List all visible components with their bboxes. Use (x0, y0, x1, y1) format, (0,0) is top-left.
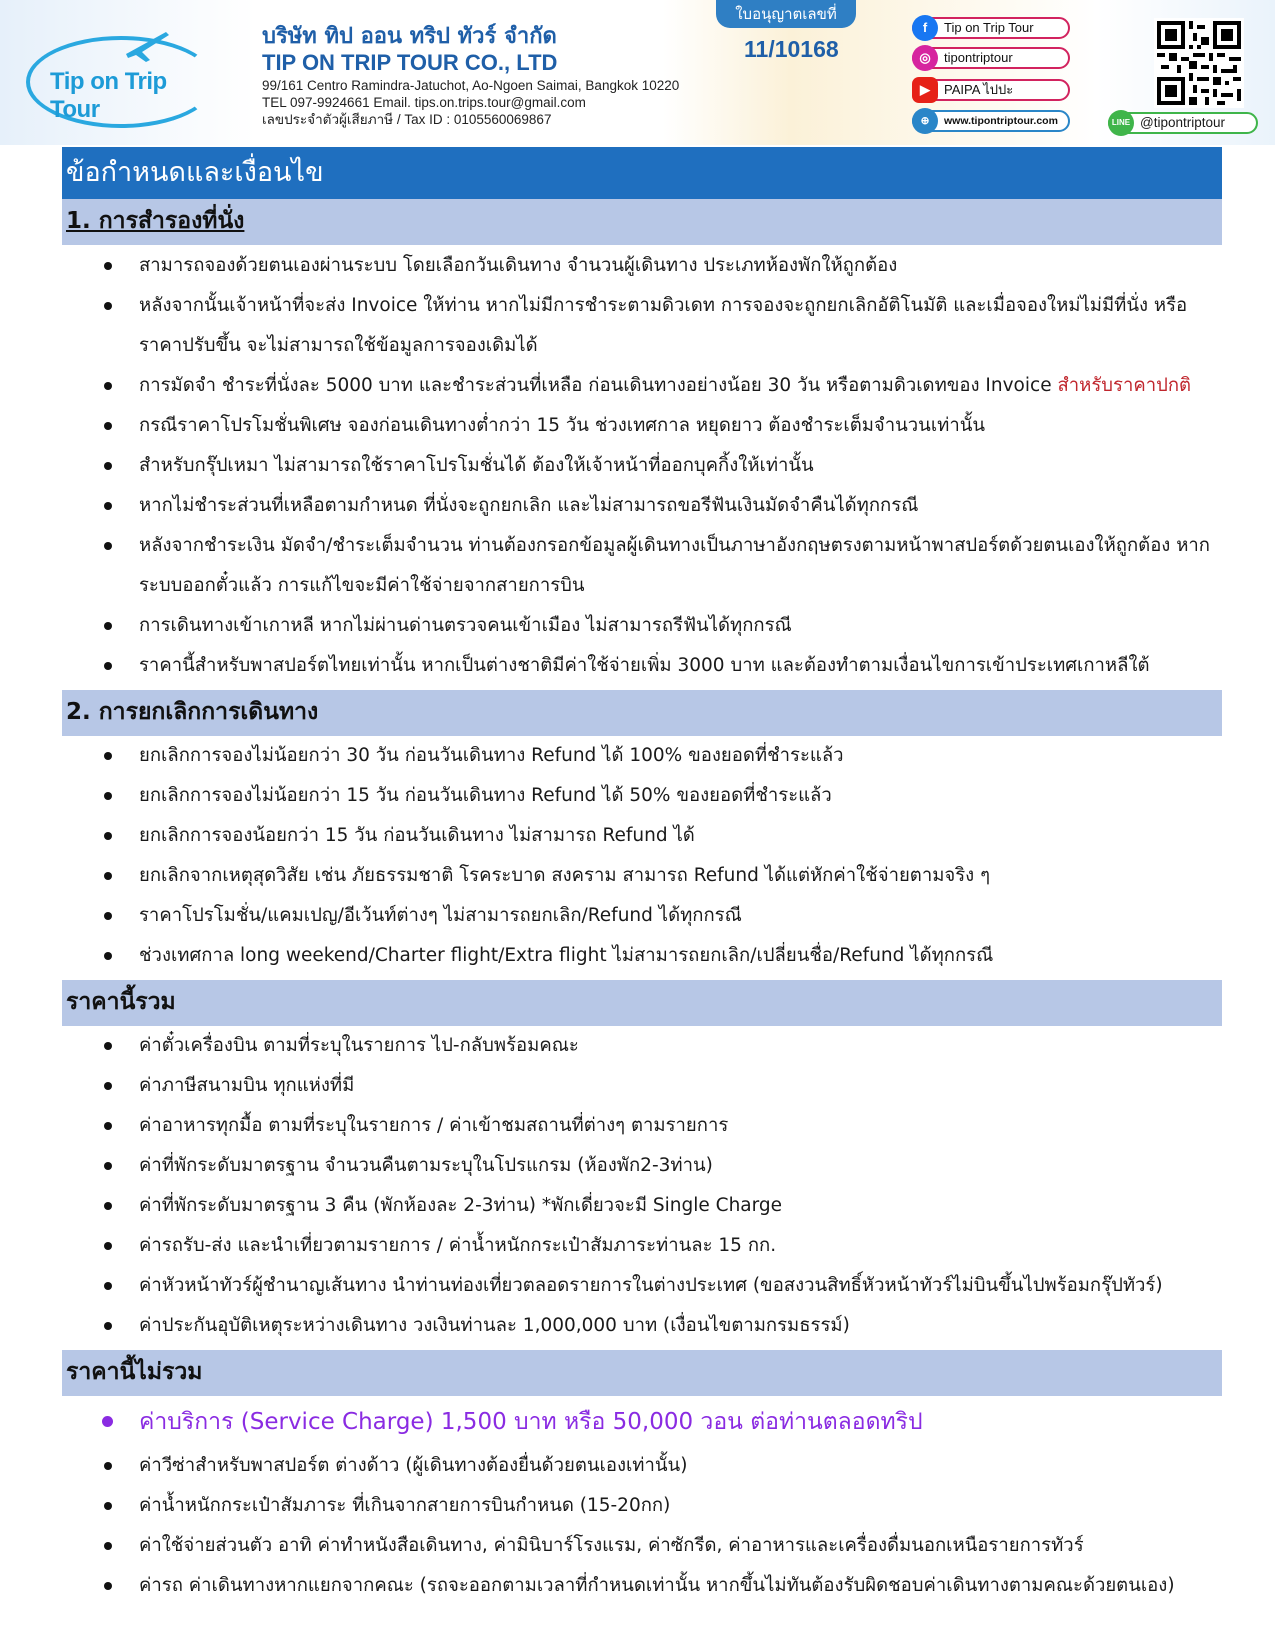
license-label: ใบอนุญาตเลขที่ (716, 0, 856, 28)
list-item: ยกเลิกการจองไม่น้อยกว่า 15 วัน ก่อนวันเดินทาง Refund ได้ 50% ของยอดที่ชำระแล้ว (62, 776, 1222, 816)
list-item: ค่าที่พักระดับมาตรฐาน จำนวนคืนตามระบุในโปรแกรม (ห้องพัก2-3ท่าน) (62, 1146, 1222, 1186)
list-item: ราคานี้สำหรับพาสปอร์ตไทยเท่านั้น หากเป็นต่างชาติมีค่าใช้จ่ายเพิ่ม 3000 บาท และต้องทำตามเงื่อนไขการเข้าประเทศเกาหลีใต้ (62, 646, 1222, 686)
list-item: หลังจากนั้นเจ้าหน้าที่จะส่ง Invoice ให้ท่าน หากไม่มีการชำระตามดิวเดท การจองจะถูกยกเลิกอัติโนมัติ และเมื่อจองใหม่ไม่มีที่นั่ง หรือราคาปรับขึ้น จะไม่สามารถใช้ข้อมูลการจองเดิมได้ (62, 286, 1222, 366)
company-tax-id: เลขประจำตัวผู้เสียภาษี / Tax ID : 0105560069867 (262, 112, 552, 127)
airplane-icon (122, 24, 172, 64)
section-header-booking (62, 199, 1222, 245)
list-item: ค่ารถ ค่าเดินทางหากแยกจากคณะ (รถจะออกตามเวลาที่กำหนดเท่านั้น หากขึ้นไม่ทันต้องรับผิดชอบค่าเดินทางตามคณะด้วยตนเอง) (62, 1566, 1222, 1606)
company-logo (22, 18, 222, 136)
list-item: ค่าใช้จ่ายส่วนตัว อาทิ ค่าทำหนังสือเดินทาง, ค่ามินิบาร์โรงแรม, ค่าซักรีด, ค่าอาหารและเครื่องดื่มนอกเหนือรายการทัวร์ (62, 1526, 1222, 1566)
youtube-label: PAIPA ไปปะ (944, 82, 1014, 97)
logo-text: Tip on Trip Tour (50, 68, 167, 123)
instagram-label: tipontriptour (944, 50, 1013, 65)
instagram-link[interactable] (912, 47, 1070, 69)
excluded-list (62, 1398, 1222, 1606)
list-item: ราคาโปรโมชั่น/แคมเปญ/อีเว้นท์ต่างๆ ไม่สามารถยกเลิก/Refund ได้ทุกกรณี (62, 896, 1222, 936)
list-item: สามารถจองด้วยตนเองผ่านระบบ โดยเลือกวันเดินทาง จำนวนผู้เดินทาง ประเภทห้องพักให้ถูกต้อง (62, 246, 1222, 286)
cancellation-list (62, 736, 1222, 976)
youtube-link[interactable] (912, 79, 1070, 101)
list-item: ค่าอาหารทุกมื้อ ตามที่ระบุในรายการ / ค่าเข้าชมสถานที่ต่างๆ ตามรายการ (62, 1106, 1222, 1146)
list-item: ช่วงเทศกาล long weekend/Charter flight/Extra flight ไม่สามารถยกเลิก/เปลี่ยนชื่อ/Refund ได้ทุกกรณี (62, 936, 1222, 976)
qr-code-icon (1154, 18, 1244, 108)
globe-icon: ⊕ (912, 108, 938, 134)
section-header-excluded (62, 1350, 1222, 1396)
website-label: www.tipontriptour.com (944, 115, 1058, 127)
list-item: ค่าประกันอุบัติเหตุระหว่างเดินทาง วงเงินท่านละ 1,000,000 บาท (เงื่อนไขตามกรมธรรม์) (62, 1306, 1222, 1346)
list-item: ยกเลิกการจองไม่น้อยกว่า 30 วัน ก่อนวันเดินทาง Refund ได้ 100% ของยอดที่ชำระแล้ว (62, 736, 1222, 776)
list-item: กรณีราคาโปรโมชั่นพิเศษ จองก่อนเดินทางต่ำกว่า 15 วัน ช่วงเทศกาล หยุดยาว ต้องชำระเต็มจำนวนเท่านั้น (62, 406, 1222, 446)
letterhead (0, 0, 1275, 145)
list-item: ค่าหัวหน้าทัวร์ผู้ชำนาญเส้นทาง นำท่านท่องเที่ยวตลอดรายการในต่างประเทศ (ขอสงวนสิทธิ์หัวหน้าทัวร์ไม่บินขึ้นไปพร้อมกรุ๊ปทัวร์) (62, 1266, 1222, 1306)
section-header-cancellation (62, 690, 1222, 736)
section-header-included (62, 980, 1222, 1026)
line-link[interactable] (1108, 112, 1258, 134)
section-title-excluded: ราคานี้ไม่รวม (66, 1359, 203, 1385)
list-item: ค่าที่พักระดับมาตรฐาน 3 คืน (พักห้องละ 2-3ท่าน) *พักเดี่ยวจะมี Single Charge (62, 1186, 1222, 1226)
list-item: ค่ารถรับ-ส่ง และนำเที่ยวตามรายการ / ค่าน้ำหนักกระเป๋าสัมภาระท่านละ 15 กก. (62, 1226, 1222, 1266)
section-title-cancellation: 2. การยกเลิกการเดินทาง (66, 699, 319, 725)
company-address: 99/161 Centro Ramindra-Jatuchot, Ao-Ngoen Saimai, Bangkok 10220 (262, 78, 680, 93)
list-item: การเดินทางเข้าเกาหลี หากไม่ผ่านด่านตรวจคนเข้าเมือง ไม่สามารถรีฟันได้ทุกกรณี (62, 606, 1222, 646)
license-number: 11/10168 (744, 36, 839, 62)
company-contact: TEL 097-9924661 Email. tips.on.trips.tour@gmail.com (262, 95, 586, 110)
list-item: ค่าน้ำหนักกระเป๋าสัมภาระ ที่เกินจากสายการบินกำหนด (15-20กก) (62, 1486, 1222, 1526)
service-charge-item: ค่าบริการ (Service Charge) 1,500 บาท หรือ 50,000 วอน ต่อท่านตลอดทริป (62, 1398, 1222, 1446)
line-icon: LINE (1108, 110, 1134, 136)
list-item: ยกเลิกจากเหตุสุดวิสัย เช่น ภัยธรรมชาติ โรคระบาด สงคราม สามารถ Refund ได้แต่หักค่าใช้จ่ายตามจริง ๆ (62, 856, 1222, 896)
section-title-booking: 1. การสำรองที่นั่ง (66, 208, 245, 234)
facebook-icon: f (912, 15, 938, 41)
list-item: สำหรับกรุ๊ปเหมา ไม่สามารถใช้ราคาโปรโมชั่นได้ ต้องให้เจ้าหน้าที่ออกบุคกิ้งให้เท่านั้น (62, 446, 1222, 486)
section-title-included: ราคานี้รวม (66, 989, 176, 1015)
company-name-thai: บริษัท ทิป ออน ทริป ทัวร์ จำกัด (262, 24, 557, 49)
list-item: หากไม่ชำระส่วนที่เหลือตามกำหนด ที่นั่งจะถูกยกเลิก และไม่สามารถขอรีฟันเงินมัดจำคืนได้ทุกกรณี (62, 486, 1222, 526)
list-item: ค่าภาษีสนามบิน ทุกแห่งที่มี (62, 1066, 1222, 1106)
normal-price-highlight: สำหรับราคาปกติ (1057, 375, 1192, 396)
page-title: ข้อกำหนดและเงื่อนไข (62, 147, 1222, 199)
facebook-link[interactable] (912, 17, 1070, 39)
youtube-icon: ▶ (912, 77, 938, 103)
instagram-icon: ◎ (912, 45, 938, 71)
list-item: ค่าตั๋วเครื่องบิน ตามที่ระบุในรายการ ไป-กลับพร้อมคณะ (62, 1026, 1222, 1066)
list-item: ยกเลิกการจองน้อยกว่า 15 วัน ก่อนวันเดินทาง ไม่สามารถ Refund ได้ (62, 816, 1222, 856)
facebook-label: Tip on Trip Tour (944, 20, 1034, 35)
list-item: ค่าวีซ่าสำหรับพาสปอร์ต ต่างด้าว (ผู้เดินทางต้องยื่นด้วยตนเองเท่านั้น) (62, 1446, 1222, 1486)
list-item (62, 366, 1222, 406)
website-link[interactable] (912, 110, 1070, 132)
list-item: หลังจากชำระเงิน มัดจำ/ชำระเต็มจำนวน ท่านต้องกรอกข้อมูลผู้เดินทางเป็นภาษาอังกฤษตรงตามหน้าพาสปอร์ตด้วยตนเองให้ถูกต้อง หากระบบออกตั๋วแล้ว การแก้ไขจะมีค่าใช้จ่ายจากสายการบิน (62, 526, 1222, 606)
company-name-english: TIP ON TRIP TOUR CO., LTD (262, 50, 558, 75)
included-list (62, 1026, 1222, 1346)
line-label: @tipontriptour (1140, 115, 1225, 130)
list-item-text: การมัดจำ ชำระที่นั่งละ 5000 บาท และชำระส่วนที่เหลือ ก่อนเดินทางอย่างน้อย 30 วัน หรือตามดิวเดทของ Invoice (139, 375, 1052, 396)
booking-list (62, 246, 1222, 686)
